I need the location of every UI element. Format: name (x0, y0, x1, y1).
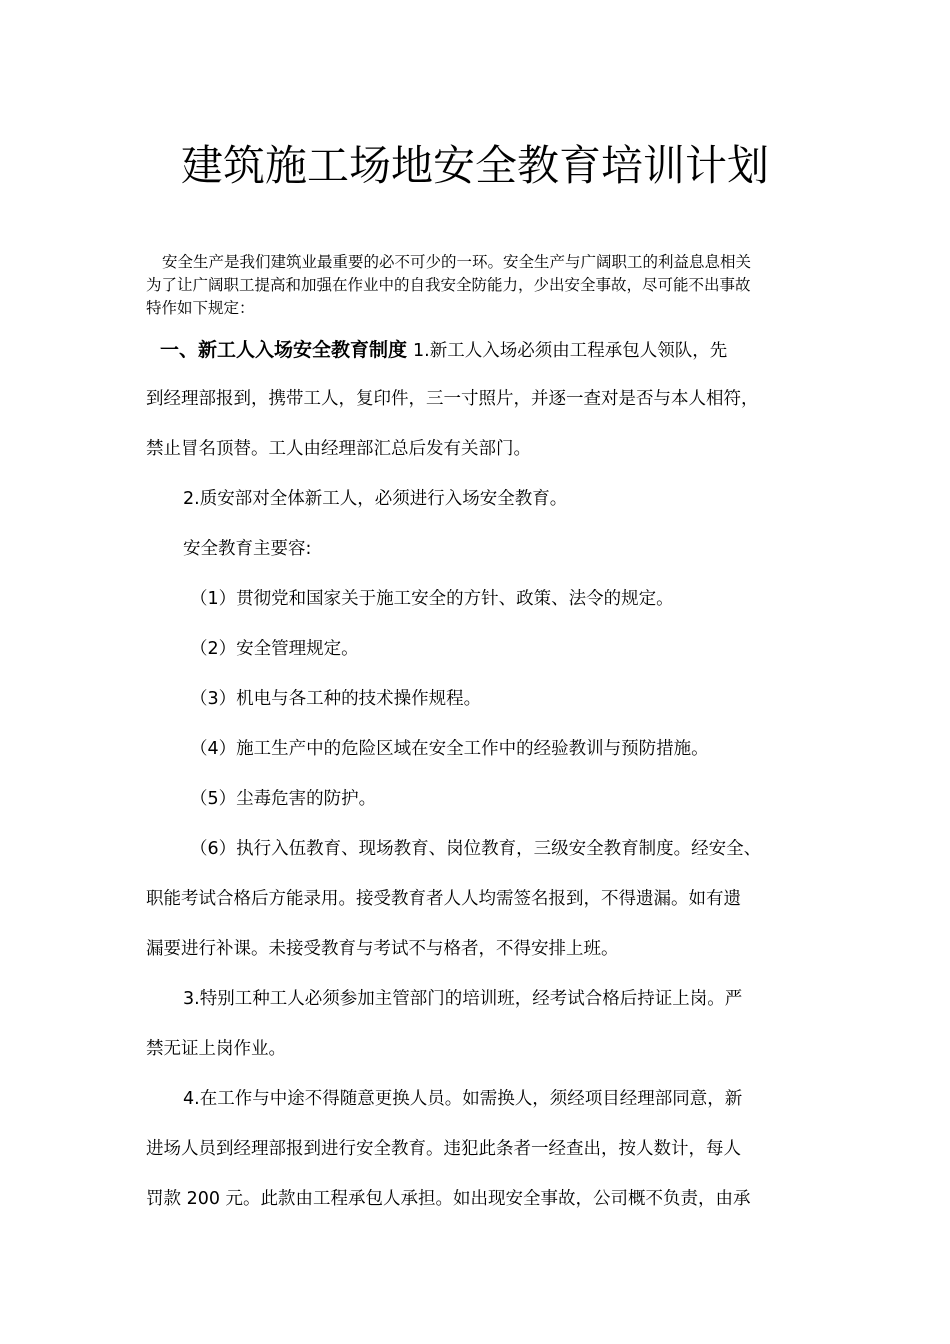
list-item: （2）安全管理规定。 (190, 639, 359, 659)
paragraph-line: 漏要进行补课。未接受教育与考试不与格者，不得安排上班。 (146, 939, 619, 959)
paragraph-line: 禁止冒名顶替。工人由经理部汇总后发有关部门。 (146, 439, 531, 459)
section-heading: 一、新工人入场安全教育制度 (160, 339, 408, 361)
paragraph-line: 进场人员到经理部报到进行安全教育。违犯此条者一经查出，按人数计，每人 (146, 1139, 741, 1159)
list-item: （3）机电与各工种的技术操作规程。 (190, 689, 482, 709)
section-1-first-line (160, 337, 727, 364)
paragraph-line: 禁无证上岗作业。 (146, 1039, 286, 1059)
list-item: （6）执行入伍教育、现场教育、岗位教育，三级安全教育制度。经安全、 (190, 839, 762, 859)
list-item: （5）尘毒危害的防护。 (190, 789, 377, 809)
list-item: （1）贯彻党和国家关于施工安全的方针、政策、法令的规定。 (190, 589, 674, 609)
paragraph-text: 1.新工人入场必须由工程承包人领队，先 (413, 341, 728, 361)
content-label: 安全教育主要容: (183, 539, 312, 559)
paragraph-line: 3.特别工种工人必须参加主管部门的培训班，经考试合格后持证上岗。严 (183, 989, 743, 1009)
paragraph-line: 2.质安部对全体新工人，必须进行入场安全教育。 (183, 489, 568, 509)
intro-line: 特作如下规定： (146, 299, 255, 317)
paragraph-line: 4.在工作与中途不得随意更换人员。如需换人，须经项目经理部同意，新 (183, 1089, 743, 1109)
intro-line: 安全生产是我们建筑业最重要的必不可少的一环。安全生产与广阔职工的利益息息相关 (162, 253, 752, 271)
paragraph-line: 到经理部报到，携带工人，复印件，三一寸照片，并逐一查对是否与本人相符， (146, 389, 759, 409)
paragraph-line: 职能考试合格后方能录用。接受教育者人人均需签名报到，不得遗漏。如有遗 (146, 889, 741, 909)
list-item: （4）施工生产中的危险区域在安全工作中的经验教训与预防措施。 (190, 739, 709, 759)
intro-line: 为了让广阔职工提高和加强在作业中的自我安全防能力，少出安全事故，尽可能不出事故 (146, 276, 751, 294)
paragraph-line: 罚款 200 元。此款由工程承包人承担。如出现安全事故，公司概不负责，由承 (146, 1189, 751, 1209)
intro-paragraph (146, 251, 826, 320)
document-title: 建筑施工场地安全教育培训计划 (180, 141, 769, 190)
